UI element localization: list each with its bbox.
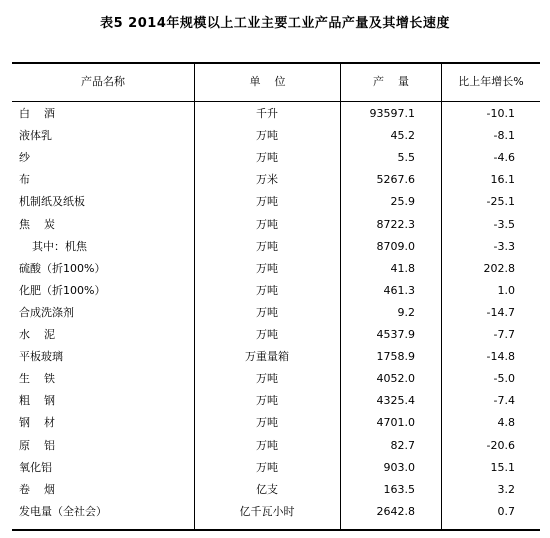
table-row	[12, 412, 540, 434]
product-name-cell: 钢 材	[19, 416, 55, 430]
growth-cell: -7.7	[493, 328, 515, 341]
growth-cell: 4.8	[497, 416, 515, 430]
output-cell: 4325.4	[376, 394, 415, 408]
unit-cell: 亿千瓦小时	[239, 504, 295, 518]
output-cell: 9.2	[397, 305, 415, 319]
unit-cell: 万吨	[256, 305, 278, 319]
unit-cell: 万吨	[256, 261, 278, 275]
product-name-cell: 氧化铝	[19, 460, 52, 474]
table-row	[12, 103, 540, 125]
output-cell: 82.7	[390, 438, 415, 452]
product-name-cell: 卷 烟	[19, 482, 55, 496]
growth-cell: 3.2	[497, 482, 515, 496]
unit-cell: 亿支	[256, 482, 278, 496]
growth-cell: -14.7	[486, 305, 515, 319]
output-cell: 1758.9	[376, 350, 415, 364]
growth-cell: -14.8	[486, 350, 515, 364]
output-cell: 2642.8	[376, 504, 415, 518]
table-row	[12, 479, 540, 501]
header-growth: 比上年增长%	[458, 75, 524, 88]
output-cell: 461.3	[383, 283, 415, 297]
output-cell: 25.9	[390, 195, 415, 209]
output-cell: 4052.0	[376, 372, 415, 386]
unit-cell: 万吨	[256, 129, 278, 143]
table-row	[12, 501, 540, 523]
product-name-cell: 平板玻璃	[19, 350, 63, 364]
table-row	[12, 435, 540, 457]
growth-cell: -20.6	[486, 438, 515, 452]
growth-cell: -8.1	[493, 129, 515, 143]
output-cell: 4701.0	[376, 416, 415, 430]
growth-cell: 202.8	[483, 261, 515, 275]
table-bottom-rule	[12, 529, 540, 531]
product-name-cell: 合成洗涤剂	[19, 305, 74, 319]
product-name-cell: 化肥（折100%）	[19, 283, 106, 297]
output-cell: 8709.0	[376, 239, 415, 253]
growth-cell: 0.7	[497, 504, 515, 518]
header-bottom-rule	[12, 101, 540, 102]
table-row	[12, 302, 540, 324]
unit-cell: 万吨	[256, 438, 278, 452]
product-name-cell: 原 铝	[19, 438, 55, 452]
unit-cell: 万米	[256, 173, 278, 187]
table-row	[12, 191, 540, 213]
output-cell: 41.8	[390, 261, 415, 275]
header-unit: 单 位	[249, 75, 286, 88]
unit-cell: 万吨	[256, 283, 278, 297]
unit-cell: 万吨	[256, 195, 278, 209]
output-cell: 45.2	[390, 129, 415, 143]
unit-cell: 万重量箱	[245, 350, 289, 364]
growth-cell: 15.1	[490, 460, 515, 474]
product-name-cell: 水 泥	[19, 328, 55, 341]
output-cell: 163.5	[383, 482, 415, 496]
growth-cell: 1.0	[497, 283, 515, 297]
unit-cell: 千升	[256, 107, 278, 120]
output-cell: 5.5	[397, 151, 415, 165]
table-row	[12, 236, 540, 258]
unit-cell: 万吨	[256, 239, 278, 253]
header-output: 产 量	[373, 75, 409, 88]
output-cell: 93597.1	[369, 107, 415, 120]
output-cell: 4537.9	[376, 328, 415, 341]
growth-cell: -3.3	[493, 239, 515, 253]
table-row	[12, 258, 540, 280]
table-row	[12, 346, 540, 368]
table-row	[12, 169, 540, 191]
unit-cell: 万吨	[256, 372, 278, 386]
growth-cell: -5.0	[493, 372, 515, 386]
table-row	[12, 125, 540, 147]
product-name-cell: 液体乳	[19, 129, 52, 143]
unit-cell: 万吨	[256, 416, 278, 430]
table-row	[12, 457, 540, 479]
product-name-cell: 纱	[19, 151, 30, 165]
growth-cell: -3.5	[493, 217, 515, 231]
product-name-cell: 其中：机焦	[32, 239, 87, 253]
unit-cell: 万吨	[256, 217, 278, 231]
growth-cell: -4.6	[493, 151, 515, 165]
table-title: 表5 2014年规模以上工业主要工业产品产量及其增长速度	[100, 16, 450, 31]
unit-cell: 万吨	[256, 151, 278, 165]
table-row	[12, 214, 540, 236]
unit-cell: 万吨	[256, 394, 278, 408]
table-row	[12, 324, 540, 346]
output-cell: 5267.6	[376, 173, 415, 187]
product-name-cell: 机制纸及纸板	[19, 195, 85, 209]
product-name-cell: 粗 钢	[19, 394, 55, 408]
product-name-cell: 发电量（全社会）	[19, 504, 107, 518]
table-row	[12, 390, 540, 412]
table-row	[12, 147, 540, 169]
product-name-cell: 生 铁	[19, 372, 55, 386]
output-cell: 8722.3	[376, 217, 415, 231]
output-cell: 903.0	[383, 460, 415, 474]
table-row	[12, 368, 540, 390]
growth-cell: 16.1	[490, 173, 515, 187]
growth-cell: -7.4	[493, 394, 515, 408]
header-product-name: 产品名称	[81, 75, 125, 88]
product-name-cell: 焦 炭	[19, 217, 55, 231]
table-row	[12, 280, 540, 302]
product-name-cell: 白 酒	[19, 107, 55, 120]
product-name-cell: 布	[19, 173, 30, 187]
growth-cell: -10.1	[486, 107, 515, 120]
unit-cell: 万吨	[256, 460, 278, 474]
unit-cell: 万吨	[256, 328, 278, 341]
product-name-cell: 硫酸（折100%）	[19, 261, 106, 275]
growth-cell: -25.1	[486, 195, 515, 209]
